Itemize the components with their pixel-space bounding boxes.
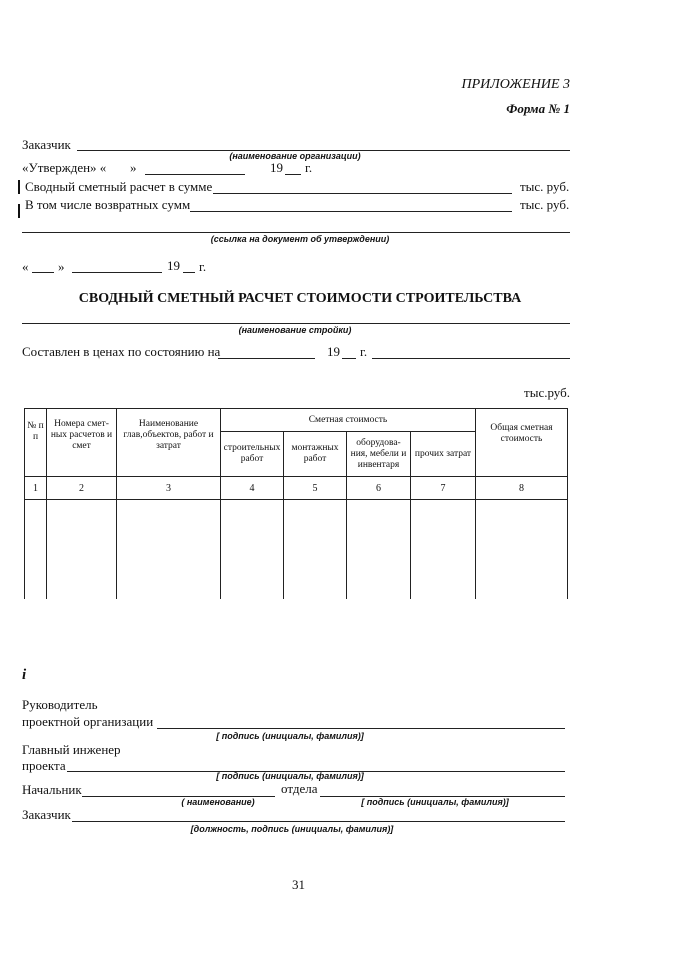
prices-extra-field[interactable] [372,358,570,359]
document-ref-field[interactable] [22,232,570,233]
form-number: Форма № 1 [506,101,570,116]
table-cell[interactable] [476,500,568,600]
date-day-field[interactable] [32,272,54,273]
customer-signature-field[interactable] [72,821,565,822]
table-row [25,500,568,600]
col-number: 6 [347,477,411,500]
subheader-installation: монтажных работ [284,432,347,477]
engineer-sign-caption: [ подпись (инициалы, фамилия)] [216,771,364,781]
header-total-cost: Общая сметная стоимость [476,409,568,477]
document-title: СВОДНЫЙ СМЕТНЫЙ РАСЧЕТ СТОИМОСТИ СТРОИТЕЛЬСТВА [78,291,522,306]
col-number: 4 [221,477,284,500]
page-number: 31 [292,877,305,892]
margin-mark: i [22,667,27,683]
subheader-equipment: оборудова-ния, мебели и инвентаря [347,432,411,477]
chief-label: Начальник [22,782,82,797]
prices-g: г. [360,344,368,359]
subheader-construction: строительных работ [221,432,284,477]
approved-label: «Утвержден» « [22,160,107,175]
dept-label: отдела [281,781,318,796]
org-caption: (наименование организации) [229,151,361,161]
column-numbers-row [25,477,568,500]
customer-label: Заказчик [22,137,71,152]
table-cell[interactable] [47,500,117,600]
table-cell[interactable] [284,500,347,600]
table-cell[interactable] [221,500,284,600]
name-caption: ( наименование) [181,797,255,807]
col-number: 1 [25,477,47,500]
table-cell[interactable] [117,500,221,600]
table-unit: тыс.руб. [524,385,570,400]
head-label-2: проектной организации [22,714,154,729]
head-label-1: Руководитель [22,697,98,712]
col-number: 2 [47,477,117,500]
prices-date-field[interactable] [218,358,315,359]
scan-mark [18,204,20,218]
engineer-label-2: проекта [22,758,66,773]
subheader-other: прочих затрат [411,432,476,477]
estimate-table [24,408,568,599]
approved-year-field[interactable] [285,174,301,175]
header-estimate-numbers: Номера смет-ных расчетов и смет [47,409,117,477]
engineer-label-1: Главный инженер [22,742,121,757]
scan-mark [18,180,20,194]
date-g: г. [199,259,207,274]
site-name-field[interactable] [22,323,570,324]
total-sum-label: Сводный сметный расчет в сумме [25,179,213,194]
head-signature-field[interactable] [157,728,565,729]
table-cell[interactable] [411,500,476,600]
header-names: Наименование глав,объектов, работ и затрат [117,409,221,477]
approved-year: 19 [270,160,283,175]
prices-year: 19 [327,344,340,359]
chief-sign-caption: [ подпись (инициалы, фамилия)] [361,797,509,807]
appendix-label: ПРИЛОЖЕНИЕ 3 [461,77,570,92]
prices-label: Составлен в ценах по состоянию на [22,344,221,359]
col-number: 5 [284,477,347,500]
approved-quote: » [130,160,137,175]
total-sum-field[interactable] [213,193,512,194]
date-year-field[interactable] [183,272,195,273]
date-close-quote: » [58,259,65,274]
header-estimated-cost: Сметная стоимость [221,409,476,432]
table-cell[interactable] [347,500,411,600]
approved-month-field[interactable] [145,174,245,175]
date-open-quote: « [22,259,29,274]
col-number: 8 [476,477,568,500]
header-no: № п п [25,409,47,477]
head-sign-caption: [ подпись (инициалы, фамилия)] [216,731,364,741]
return-sum-label: В том числе возвратных сумм [25,197,191,212]
col-number: 7 [411,477,476,500]
return-sum-unit: тыс. руб. [520,197,570,212]
approved-g: г. [305,160,313,175]
doc-caption: (ссылка на документ об утверждении) [210,234,390,244]
site-caption: (наименование стройки) [238,325,352,335]
customer-sign-label: Заказчик [22,807,71,822]
col-number: 3 [117,477,221,500]
return-sum-field[interactable] [190,211,512,212]
date-year: 19 [167,258,180,273]
total-sum-unit: тыс. руб. [520,179,570,194]
table-cell[interactable] [25,500,47,600]
date-month-field[interactable] [72,272,162,273]
customer-caption: [должность, подпись (инициалы, фамилия)] [190,824,394,834]
prices-year-field[interactable] [342,358,356,359]
